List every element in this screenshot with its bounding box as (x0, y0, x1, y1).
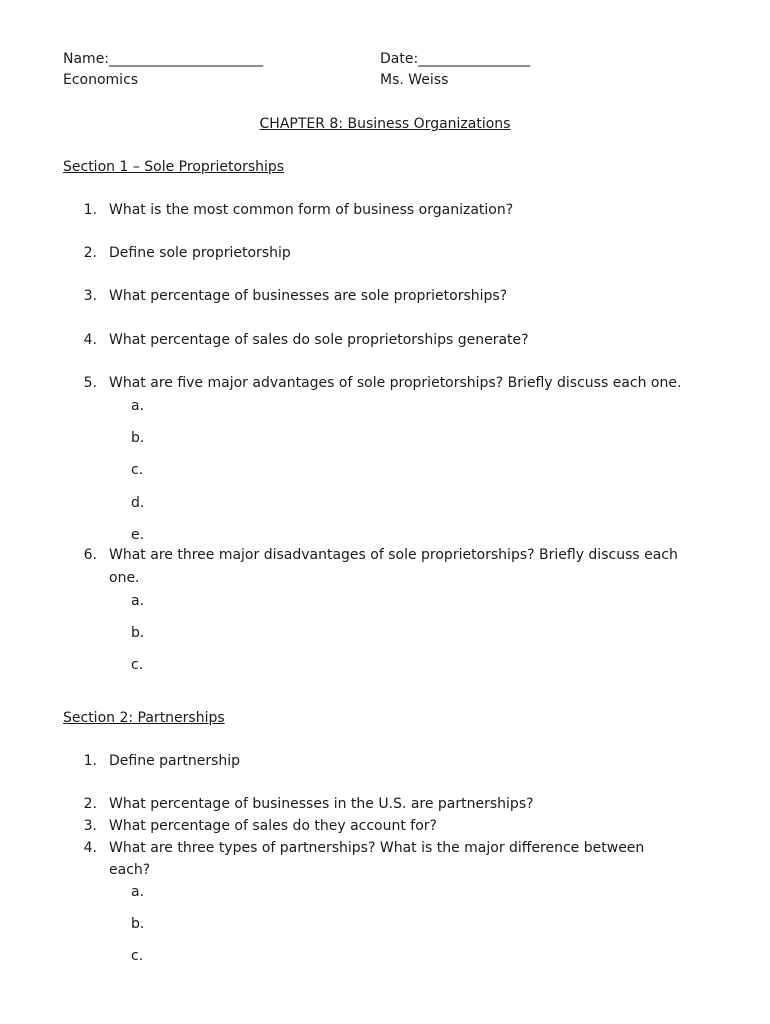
question-number: 4. (83, 840, 97, 856)
sub-item-label: d. (131, 495, 145, 511)
sub-item-label: e. (131, 527, 145, 543)
sub-item-label: b. (131, 916, 145, 932)
question-text: What percentage of sales do sole proprietorships generate? (109, 332, 529, 348)
question-number: 3. (83, 288, 97, 304)
sub-item-label: c. (131, 657, 144, 673)
sub-item-label: c. (131, 462, 144, 478)
course-name: Economics (63, 72, 139, 88)
question-number: 6. (83, 547, 97, 563)
question-text: What is the most common form of business organization? (109, 202, 514, 218)
question-text: Define partnership (109, 753, 241, 769)
document-title: CHAPTER 8: Business Organizations (259, 116, 511, 132)
teacher-name: Ms. Weiss (380, 72, 449, 88)
name-field-label: Name:______________________ (63, 51, 264, 67)
question-text: What are five major advantages of sole proprietorships? Briefly discuss each one. (109, 375, 682, 391)
sub-item-label: b. (131, 625, 145, 641)
question-number: 5. (83, 375, 97, 391)
question-text-continued: each? (109, 862, 151, 878)
sub-item-label: a. (131, 884, 145, 900)
question-number: 3. (83, 818, 97, 834)
question-text: What are three major disadvantages of sole proprietorships? Briefly discuss each (109, 547, 678, 563)
section-2-heading: Section 2: Partnerships (63, 710, 225, 726)
question-number: 2. (83, 796, 97, 812)
question-text: What are three types of partnerships? What is the major difference between (109, 840, 645, 856)
question-number: 1. (83, 202, 97, 218)
question-number: 4. (83, 332, 97, 348)
sub-item-label: b. (131, 430, 145, 446)
question-text: Define sole proprietorship (109, 245, 291, 261)
section-1-heading: Section 1 – Sole Proprietorships (63, 159, 285, 175)
sub-item-label: a. (131, 398, 145, 414)
sub-item-label: c. (131, 948, 144, 964)
question-number: 1. (83, 753, 97, 769)
question-text: What percentage of sales do they account for? (109, 818, 437, 834)
sub-item-label: a. (131, 593, 145, 609)
question-text: What percentage of businesses are sole proprietorships? (109, 288, 508, 304)
question-text-continued: one. (109, 570, 140, 586)
question-number: 2. (83, 245, 97, 261)
date-field-label: Date:________________ (380, 51, 531, 67)
question-text: What percentage of businesses in the U.S. are partnerships? (109, 796, 534, 812)
